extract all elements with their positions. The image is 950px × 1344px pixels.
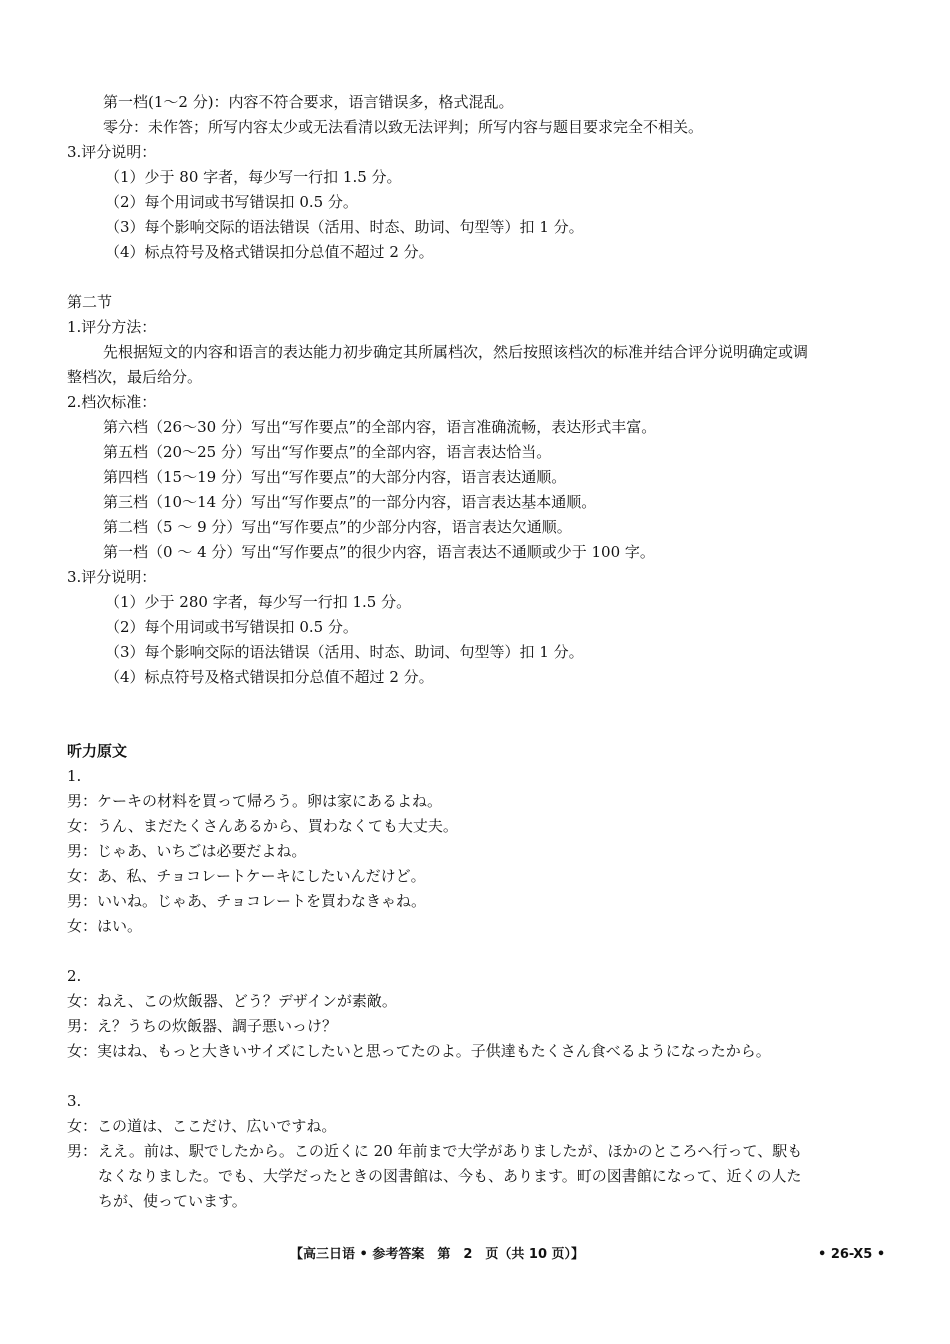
dialogue-line: 女：はい。 (67, 917, 143, 935)
scoring-note: （2）每个用词或书写错误扣 0.5 分。 (105, 618, 358, 636)
dialogue-line: 女：あ、私、チョコレートケーキにしたいんだけど。 (67, 867, 426, 885)
scoring-note: （1）少于 280 字者，每少写一行扣 1.5 分。 (105, 593, 412, 611)
level-standard: 第五档（20～25 分）写出“写作要点”的全部内容，语言表达恰当。 (103, 443, 552, 461)
dialogue-line: 女：この道は、ここだけ、広いですね。 (67, 1117, 337, 1135)
dialogue-line: 女：ねえ、この炊飯器、どう？デザインが素敵。 (67, 992, 397, 1010)
scoring-notes-heading: 3.评分说明： (67, 568, 157, 586)
scoring-method-heading: 1.评分方法： (67, 318, 157, 336)
level-standard: 第六档（26～30 分）写出“写作要点”的全部内容，语言准确流畅，表达形式丰富。 (103, 418, 657, 436)
dialogue-line-cont: なくなりました。でも、大学だったときの図書館は、今も、あります。町の図書館になって、近くの人た (98, 1167, 802, 1185)
dialogue-line: 女：実はね、もっと大きいサイズにしたいと思ってたのよ。子供達もたくさん食べるようになったから。 (67, 1042, 771, 1060)
dialogue-line: 男：いいね。じゃあ、チョコレートを買わなきゃね。 (67, 892, 426, 910)
page-footer: 【高三日语 • 参考答案 第 2 页（共 10 页）】 (290, 1247, 585, 1262)
dialogue-line: 男：じゃあ、いちごは必要だよね。 (67, 842, 307, 860)
level1-text: 第一档(1～2 分)：内容不符合要求，语言错误多，格式混乱。 (103, 93, 514, 111)
scoring-note: （2）每个用词或书写错误扣 0.5 分。 (105, 193, 358, 211)
scoring-note: （3）每个影响交际的语法错误（活用、时态、助词、句型等）扣 1 分。 (105, 643, 584, 661)
level-standard: 第二档（5 ～ 9 分）写出“写作要点”的少部分内容，语言表达欠通顺。 (103, 518, 572, 536)
paper-code: • 26-X5 • (818, 1247, 886, 1262)
level-standard: 第一档（0 ～ 4 分）写出“写作要点”的很少内容，语言表达不通顺或少于 100 字。 (103, 543, 655, 561)
level-standard-heading: 2.档次标准： (67, 393, 157, 411)
section2-title: 第二节 (67, 293, 113, 311)
dialogue-line: ええ。前は、駅でしたから。この近くに 20 年前まで大学がありましたが、ほかのところへ行って、駅も (98, 1142, 803, 1160)
scoring-method-text-cont: 整档次，最后给分。 (67, 368, 203, 386)
scoring-notes-heading: 3.评分说明： (67, 143, 157, 161)
zero-score-text: 零分：未作答；所写内容太少或无法看清以致无法评判；所写内容与题目要求完全不相关。 (103, 118, 704, 136)
scoring-note: （4）标点符号及格式错误扣分总值不超过 2 分。 (105, 668, 434, 686)
dialogue-line: 男：え？うちの炊飯器、調子悪いっけ？ (67, 1017, 338, 1035)
scoring-note: （1）少于 80 字者，每少写一行扣 1.5 分。 (105, 168, 402, 186)
dialogue-line-cont: ちが、使っています。 (98, 1192, 247, 1210)
listening-title: 听力原文 (67, 742, 128, 760)
level-standard: 第四档（15～19 分）写出“写作要点”的大部分内容，语言表达通顺。 (103, 468, 567, 486)
level-standard: 第三档（10～14 分）写出“写作要点”的一部分内容，语言表达基本通顺。 (103, 493, 597, 511)
question-number: 3. (67, 1092, 82, 1110)
scoring-note: （3）每个影响交际的语法错误（活用、时态、助词、句型等）扣 1 分。 (105, 218, 584, 236)
dialogue-line: 男：ケーキの材料を買って帰ろう。卵は家にあるよね。 (67, 792, 443, 810)
scoring-method-text: 先根据短文的内容和语言的表达能力初步确定其所属档次，然后按照该档次的标准并结合评分说明确定或调 (103, 343, 809, 361)
dialogue-line: 女：うん、まだたくさんあるから、買わなくても大丈夫。 (67, 817, 458, 835)
question-number: 1. (67, 767, 82, 785)
question-number: 2. (67, 967, 82, 985)
dialogue-speaker: 男： (67, 1142, 98, 1160)
scoring-note: （4）标点符号及格式错误扣分总值不超过 2 分。 (105, 243, 434, 261)
